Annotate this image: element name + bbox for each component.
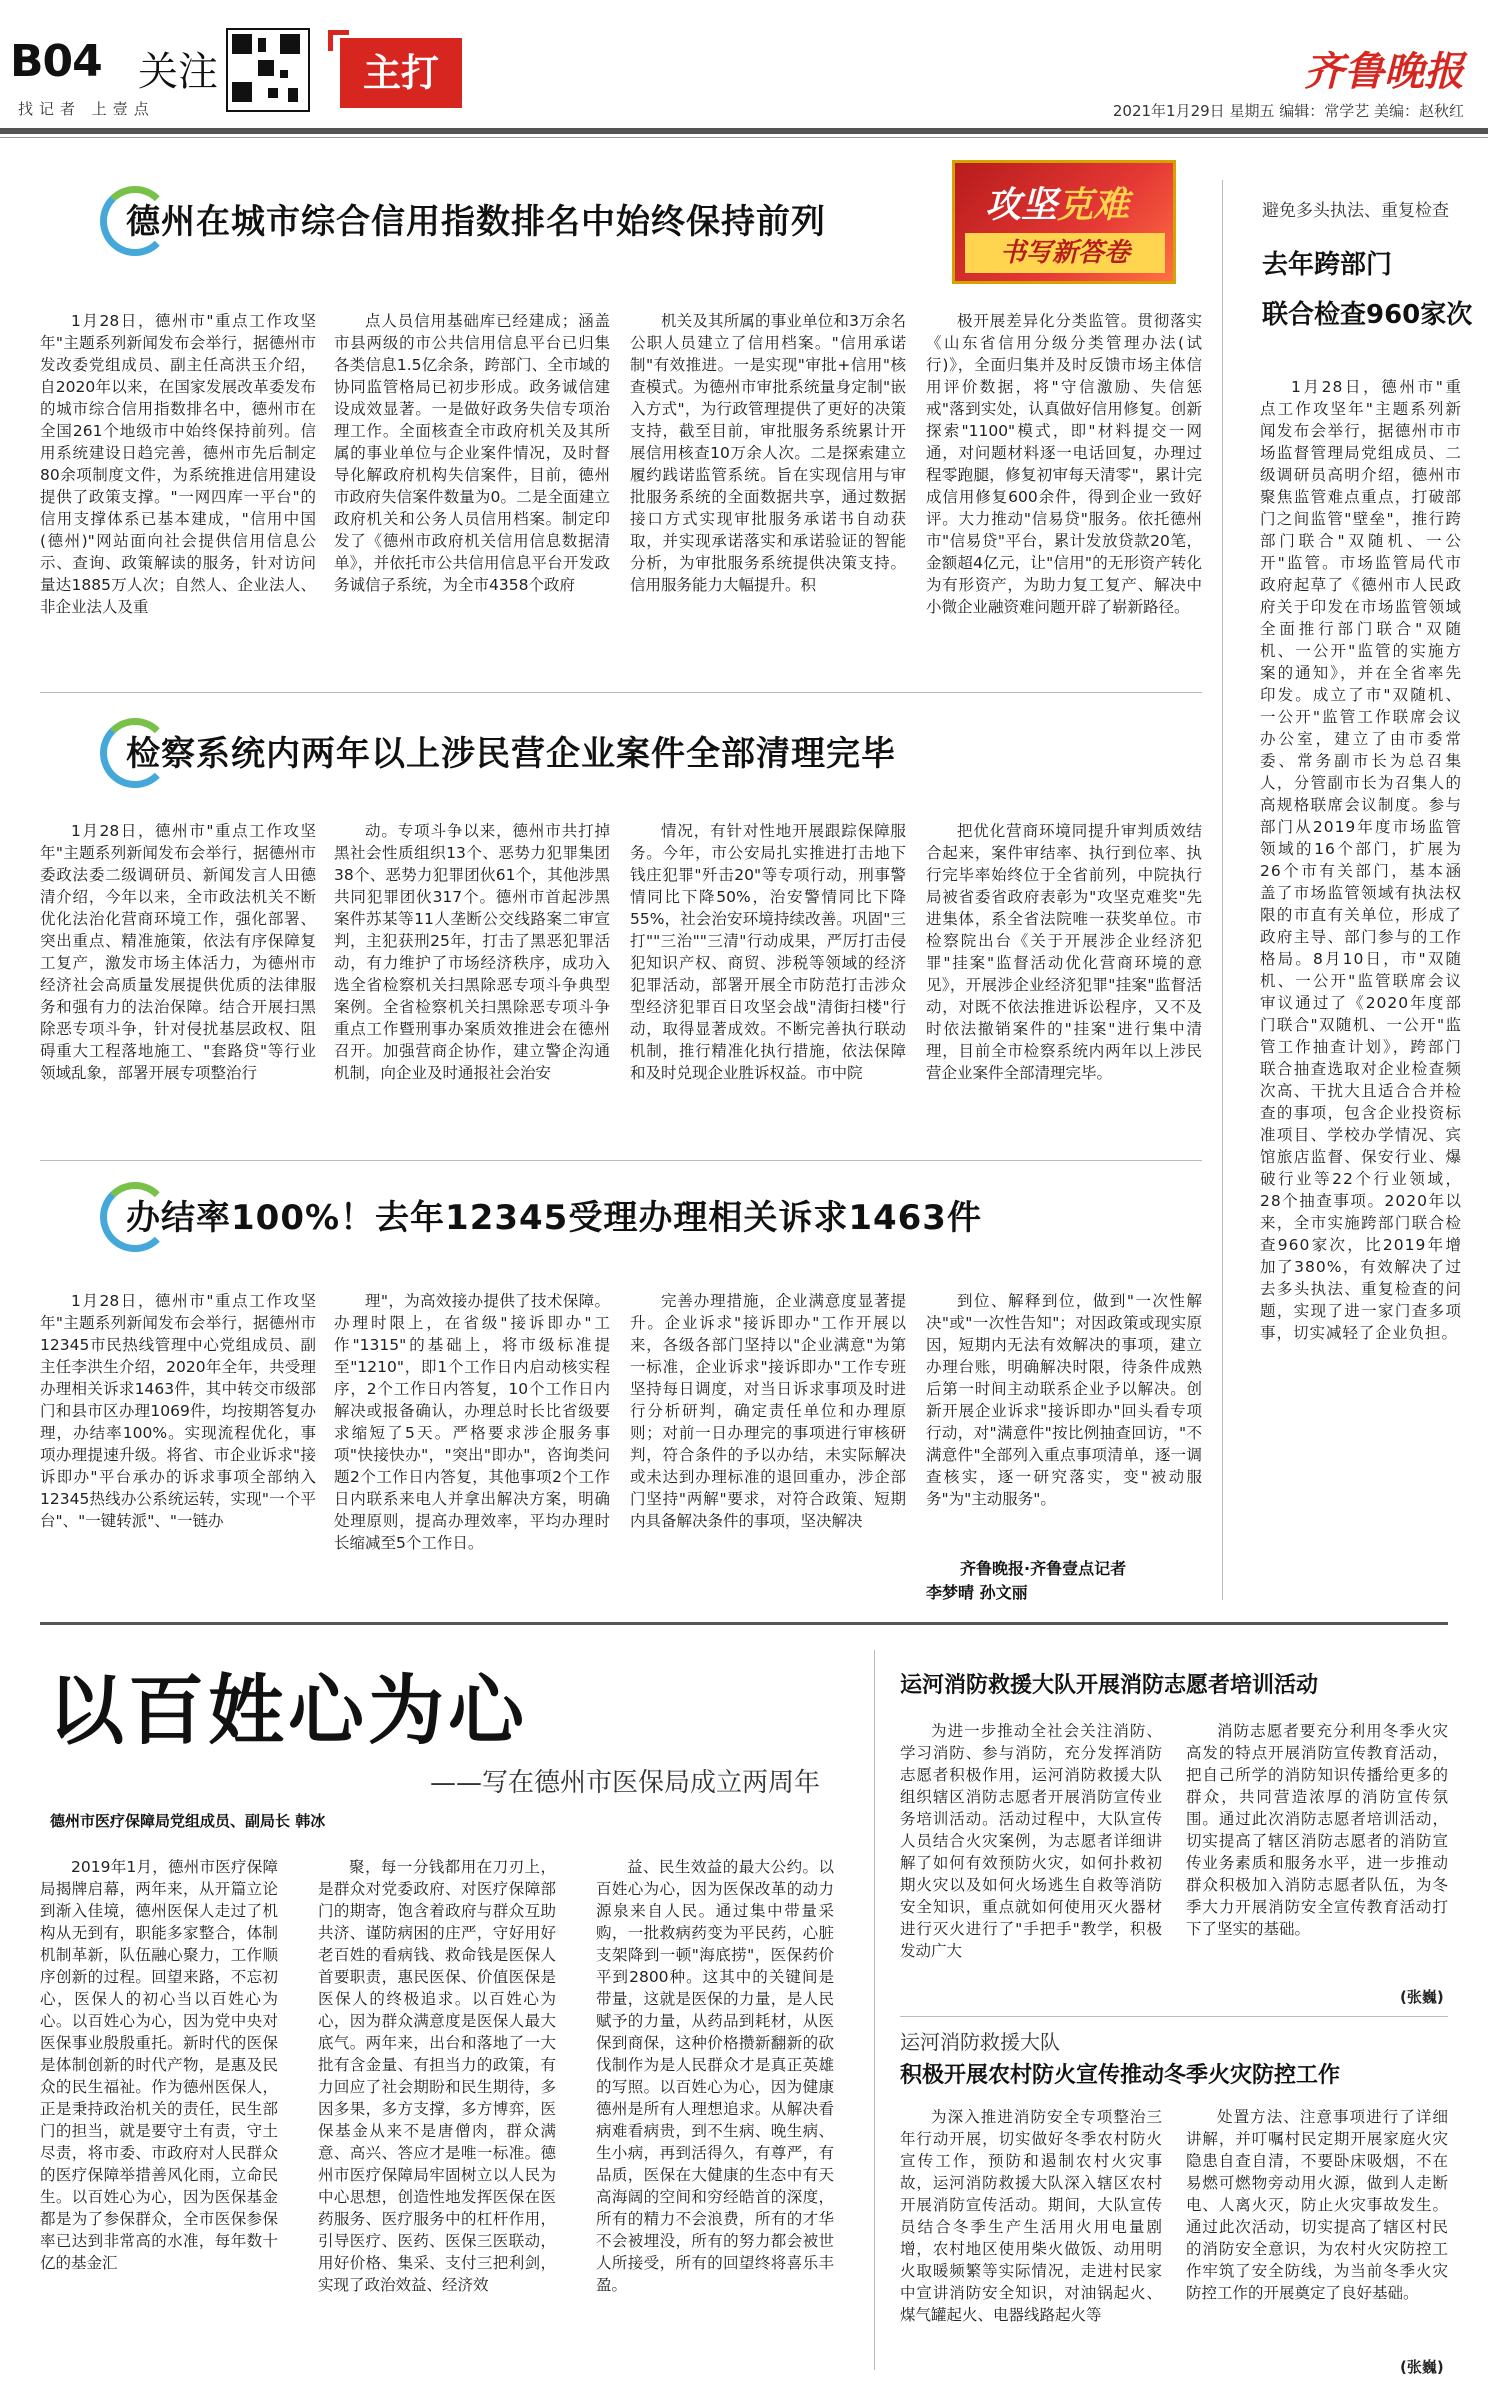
page-code: B04 (10, 36, 102, 87)
article3-credit-reporters: 李梦晴 孙文丽 (926, 1583, 1028, 1602)
article3-column-3: 完善办理措施，企业满意度显著提升。企业诉求"接诉即办"工作开展以来，各级各部门坚持以"企业满意"为第一标准，企业诉求"接诉即办"工作专班坚持每日调度，对当日诉求事项及时进行分析研判，确定责任单位和办理原则；对前一日办理完的事项进行审核研判，符合条件的予以办结，未实际解决或未达到办理标准的退回重办，涉企部门坚持"两解"要求，对符合政策、短期内具备解决条件的事项，坚决解决 (630, 1292, 906, 1530)
header-rule (0, 128, 1488, 134)
article2-column-4: 把优化营商环境同提升审判质效结合起来，案件审结率、执行到位率、执行完毕率始终位于全省前列，中院执行局被省委省政府表彰为"攻坚克难奖"先进集体，系全省法院唯一获奖单位。市检察院出台《关于开展涉企业经济犯罪"挂案"监督活动优化营商环境的意见》，开展涉企业经济犯罪"挂案"监督活动，对既不依法推进诉讼程序，又不及时依法撤销案件的"挂案"进行集中清理，目前全市检察系统内两年以上涉民营企业案件全部清理完毕。 (926, 822, 1202, 1082)
divider (40, 692, 1202, 693)
header-rule-thin (0, 137, 1488, 138)
article2-headline: 检察系统内两年以上涉民营企业案件全部清理完毕 (126, 734, 896, 774)
fire-article2-column-2: 处置方法、注意事项进行了详细讲解，并叮嘱村民定期开展家庭火灾隐患自查自清，不要卧床吸烟，不在易燃可燃物旁动用火源，做到人走断电、人离火灭，防止火灾事故发生。通过此次活动，切实提高了辖区村民的消防安全意识，为农村火灾防控工作牢筑了安全防线，为当前冬季火灾防控工作的开展奠定了良好基础。 (1186, 2108, 1448, 2302)
right-divider (874, 1650, 875, 2370)
divider (900, 2016, 1448, 2017)
qr-code-icon[interactable] (226, 28, 310, 112)
article1-column-2: 点人员信用基础库已经建成；涵盖市县两级的市公共信用信息平台已归集各类信息1.5亿余条，跨部门、全市域的协同监管格局已初步形成。政务诚信建设成效显著。一是做好政务失信专项治理工作。全面核查全市政府机关及其所属的事业单位与企业案件情况，及时督导化解政府机构失信案件，目前，德州市政府失信案件数量为0。二是全面建立政府机关和公务人员信用档案。制定印发了《德州市政府机关信用信息数据清单》，并依托市公共信用信息平台开发政务诚信子系统，为全市4358个政府 (334, 312, 610, 594)
article3-column-4: 到位、解释到位，做到"一次性解决"或"一次性告知"；对因政策或现实原因，短期内无法有效解决的事项，建立办理台账，明确解决时限，待条件成熟后第一时间主动联系企业予以解决。创新开展企业诉求"接诉即办"回头看专项行动，对"满意件"按比例抽查回访，"不满意件"全部列入重点事项清单，逐一调查核实，逐一研究落实，变"被动服务"为"主动服务"。 (926, 1292, 1202, 1508)
section-subtitle: 找记者 上壹点 (18, 100, 155, 118)
fire-article1-column-1: 为进一步推动全社会关注消防、学习消防、参与消防，充分发挥消防志愿者积极作用，运河消防救援大队组织辖区消防志愿者开展消防宣传业务培训活动。活动过程中，大队宣传人员结合火灾案例，为志愿者详细讲解了如何有效预防火灾，如何扑救初期火灾以及如何火场逃生自救等消防安全知识，重点就如何使用灭火器材进行灭火进行了"手把手"教学，积极发动广大 (900, 1722, 1162, 1960)
sidebar-divider (1222, 180, 1223, 1600)
feature-tag: 主打 (340, 38, 462, 108)
fire-article2-column-1: 为深入推进消防安全专项整治三年行动开展，切实做好冬季农村防火宣传工作，预防和遏制农村火灾事故，运河消防救援大队深入辖区农村开展消防宣传活动。期间，大队宣传员结合冬季生产生活用火用电量剧增，农村地区使用柴火做饭、动用明火取暖频繁等实际情况，走进村民家中宣讲消防安全知识，对油锅起火、煤气罐起火、电器线路起火等 (900, 2108, 1162, 2324)
article1-headline: 德州在城市综合信用指数排名中始终保持前列 (126, 202, 826, 242)
banner-word-1: 攻坚 (985, 184, 1058, 226)
banner-slogan: 书写新答卷 (965, 233, 1165, 273)
feature-subtitle: ——写在德州市医保局成立两周年 (430, 1768, 821, 1798)
article2-column-2: 动。专项斗争以来，德州市共打掉黑社会性质组织13个、恶势力犯罪集团38个、恶势力犯罪团伙61个，其他涉黑共同犯罪团伙317个。德州市首起涉黑案件苏某等11人垄断公交线路案二审宣判，主犯获刑25年，打击了黑恶犯罪活动，有力维护了市场经济秩序，成功入选全省检察机关扫黑除恶专项斗争典型案例。全省检察机关扫黑除恶专项斗争重点工作暨刑事办案质效推进会在德州召开。加强营商企协作，建立警企沟通机制，向企业及时通报社会治安 (334, 822, 610, 1082)
article3-column-2: 理"，为高效接办提供了技术保障。办理时限上，在省级"接诉即办"工作"1315"的基础上，将市级标准提至"1210"，即1个工作日内启动核实程序，2个工作日内答复，10个工作日内解决或报备确认，办理总时长比省级要求缩短了5天。严格要求涉企服务事项"快接快办"，"突出"即办"，咨询类问题2个工作日内答复，其他事项2个工作日内联系来电人并拿出解决方案，明确处理原则，提高办理效率，平均办理时长缩减至5个工作日。 (334, 1292, 610, 1552)
feature-column-3: 益、民生效益的最大公约。以百姓心为心，因为医保改革的动力源泉来自人民。通过集中带量采购，一批救病药变为平民药，心脏支架降到一顿"海底捞"，医保药价平到2800种。这其中的关键间是带量，这就是医保的力量，是人民赋予的力量，从药品到耗材，从医保到商保，这种价格攒新翻新的砍伐制作为是人民群众才是真正英雄的写照。以百姓心为心，因为健康德州是所有人理想追求。从解决看病难看病贵，到不生病、晚生病、生小病，再到活得久，有尊严，有品质，医保在大健康的生态中有天高海阔的空间和穷经皓首的深度，所有的精力不会浪费，所有的才华不会被埋没，所有的努力都会被世人所接受，所有的回望终将喜乐丰盈。 (596, 1858, 834, 2294)
feature-title: 以百姓心为心 (48, 1666, 528, 1755)
section-name: 关注 (138, 49, 218, 95)
fire-article2-headline: 积极开展农村防火宣传推动冬季火灾防控工作 (900, 2063, 1341, 2088)
newspaper-logo: 齐鲁晚报 (1304, 48, 1464, 95)
sidebar-title-line2: 联合检查960家次 (1262, 300, 1473, 330)
sidebar-kicker: 避免多头执法、重复检查 (1262, 201, 1449, 221)
feature-column-1: 2019年1月，德州市医疗保障局揭牌启幕，两年来，从开篇立论到渐入佳境，德州医保人走过了机构从无到有，职能多家整合，体制机制革新，队伍融心聚力，工作顺序创新的过程。回望来路，不忘初心，医保人的初心当以百姓心为心。以百姓心为心，因为党中央对医保事业殷殷重托。新时代的医保是体制创新的时代产物，是惠及民众的民生福祉。作为德州医保人，正是秉持政治机关的责任，民生部门的担当，就是要守土有责，守土尽责，将市委、市政府对人民群众的医疗保障举措善风化雨，立命民生。以百姓心为心，因为医保基金都是为了参保群众，全市医保参保率已达到非常高的水准，每年数十亿的基金汇 (40, 1858, 278, 2272)
banner-word-2: 克难 (1057, 184, 1130, 226)
article1-column-4: 极开展差异化分类监管。贯彻落实《山东省信用分级分类管理办法(试行)》，全面归集并及时反馈市场主体信用评价数据，将"守信激励、失信惩戒"落到实处，认真做好信用修复。创新探索"1100"模式，即"材料提交一网通，对问题材料逐一电话回复，办理过程零跑腿，修复初审每天清零"，累计完成信用修复600余件，得到企业一致好评。大力推动"信易贷"服务。依托德州市"信易贷"平台，累计发放贷款20笔，金额超4亿元，让"信用"的无形资产转化为有形资产，为助力复工复产、解决中小微企业融资难问题开辟了崭新路径。 (926, 312, 1202, 616)
article1-column-1: 1月28日，德州市"重点工作攻坚年"主题系列新闻发布会举行，据德州市发改委党组成员、副主任高洪玉介绍，自2020年以来，在国家发展改革委发布的城市综合信用指数排名中，德州市在全国261个地级市中始终保持前列。信用系统建设日趋完善，德州市先后制定80余项制度文件，为系统推进信用建设提供了政策支撑。"一网四库一平台"的信用支撑体系已基本建成，"信用中国(德州)"网站面向社会提供信用信息公示、查询、政策解读的服务，针对访问量达1885万人次；自然人、企业法人、非企业法人及重 (40, 312, 316, 616)
dateline: 2021年1月29日 星期五 编辑：常学艺 美编：赵秋红 (1112, 102, 1464, 120)
article3-column-1: 1月28日，德州市"重点工作攻坚年"主题系列新闻发布会举行，据德州市12345市民热线管理中心党组成员、副主任李洪生介绍，2020年全年，共受理办理相关诉求1463件，其中转交市级部门和县市区办理1069件，均按期答复办理，办结率100%。实现流程优化，事项办理提速升级。将省、市企业诉求"接诉即办"平台承办的诉求事项全部纳入12345热线办公系统运转，实现"一个平台"、"一键转派"、"一链办 (40, 1292, 316, 1530)
fire-article1-column-2: 消防志愿者要充分利用冬季火灾高发的特点开展消防宣传教育活动，把自己所学的消防知识传播给更多的群众，共同营造浓厚的消防宣传氛围。通过此次消防志愿者培训活动，切实提高了辖区消防志愿者的消防宣传业务素质和服务水平，进一步推动群众积极加入消防志愿者队伍，为冬季大力开展消防安全宣传教育活动打下了坚实的基础。 (1186, 1722, 1448, 1938)
divider (40, 1160, 1202, 1161)
article2-column-1: 1月28日，德州市"重点工作攻坚年"主题系列新闻发布会举行，据德州市委政法委二级调研员、新闻发言人田德清介绍，今年以来，全市政法机关不断优化法治化营商环境工作，强化部署、突出重点、精准施策，依法有序保障复工复产，激发市场主体活力，为德州市经济社会高质量发展提供优质的法律服务和强有力的法治保障。结合开展扫黑除恶专项斗争，针对侵扰基层政权、阻碍重大工程落地施工、"套路贷"等行业领域乱象，部署开展专项整治行 (40, 822, 316, 1082)
campaign-banner (952, 160, 1176, 284)
feature-column-2: 聚，每一分钱都用在刀刃上，是群众对党委政府、对医疗保障部门的期寄，饱含着政府与群众互助共济、谨防病困的庄严，守好用好老百姓的看病钱、救命钱是医保人首要职责，惠民医保、价值医保是医保人的终极追求。以百姓心为心，因为群众满意度是医保人最大底气。两年来，出台和落地了一大批有含金量、有担当力的政策，有力回应了社会期盼和民生期待，多因多果，多方支撑，多方博弈，医保基金从来不是唐僧肉，群众满意、高兴、答应才是唯一标准。德州市医疗保障局牢固树立以人民为中心思想，创造性地发挥医保在医药服务、医疗服务中的杠杆作用，引导医疗、医药、医保三医联动，用好价格、集采、支付三把利剑，实现了政治效益、经济效 (318, 1858, 556, 2294)
sidebar-title-line1: 去年跨部门 (1262, 250, 1393, 280)
article1-column-3: 机关及其所属的事业单位和3万余名公职人员建立了信用档案。"信用承诺制"有效推进。一是实现"审批+信用"核查模式。为德州市审批系统量身定制"嵌入方式"，为行政管理提供了更好的决策支持，截至目前，审批服务系统累计开展信用核查10万余人次。二是探索建立履约践诺监管系统。旨在实现信用与审批服务系统的全面数据共享，通过数据接口方式实现审批服务承诺书自动获取，并实现承诺落实和承诺验证的智能分析，为审批服务系统提供决策支持。信用服务能力大幅提升。积 (630, 312, 906, 594)
fire-article2-kicker: 运河消防救援大队 (900, 2030, 1060, 2054)
feature-byline: 德州市医疗保障局党组成员、副局长 韩冰 (50, 1812, 326, 1830)
fire-article2-credit: (张巍) (1400, 2358, 1444, 2376)
article3-credit-outlet: 齐鲁晚报·齐鲁壹点记者 (960, 1559, 1127, 1578)
article2-column-3: 情况，有针对性地开展跟踪保障服务。今年，市公安局扎实推进打击地下钱庄犯罪"歼击20"等专项行动，刑事警情同比下降50%，治安警情同比下降55%，社会治安环境持续改善。巩固"三打""三治""三清"行动成果，严厉打击侵犯知识产权、商贸、涉税等领域的经济犯罪活动，部署开展全市防范打击涉众型经济犯罪百日攻坚会战"清街扫楼"行动，取得显著成效。不断完善执行联动机制，推行精准化执行措施，依法保障和及时兑现企业胜诉权益。市中院 (630, 822, 906, 1082)
fire-article1-credit: (张巍) (1400, 1988, 1444, 2006)
fire-article1-headline: 运河消防救援大队开展消防志愿者培训活动 (900, 1673, 1319, 1698)
article3-headline: 办结率100%！去年12345受理办理相关诉求1463件 (126, 1198, 982, 1238)
sidebar-body: 1月28日，德州市"重点工作攻坚年"主题系列新闻发布会举行，据德州市市场监督管理局党组成员、二级调研员高明介绍，德州市聚焦监管难点重点，打破部门之间监管"壁垒"，推行跨部门联合"双随机、一公开"监管。市场监管局代市政府起草了《德州市人民政府关于印发在市场监管领域全面推行部门联合"双随机、一公开"监管的实施方案的通知》，并在全省率先印发。成立了市"双随机、一公开"监管工作联席会议办公室，建立了由市委常委、常务副市长为总召集人，分管副市长为召集人的高规格联席会议制度。参与部门从2019年度市场监管领域的16个部门，扩展为26个市有关部门，基本涵盖了市场监管领域有执法权限的市直有关单位，形成了政府主导、部门参与的工作格局。8月10日，市"双随机、一公开"监管联席会议审议通过了《2020年度部门联合"双随机、一公开"监管工作抽查计划》，跨部门联合抽查选取对企业检查频次高、干扰大且适合合并检查的事项，包含企业投资标准项目、学校办学情况、宾馆旅店监督、保安行业、爆破行业等22个行业领域，28个抽查事项。2020年以来，全市实施跨部门联合检查960家次，比2019年增加了380%，有效解决了过去多头执法、重复检查的问题，实现了进一家门查多项事，切实减轻了企业负担。 (1260, 378, 1462, 1342)
section-rule (40, 1622, 1448, 1625)
